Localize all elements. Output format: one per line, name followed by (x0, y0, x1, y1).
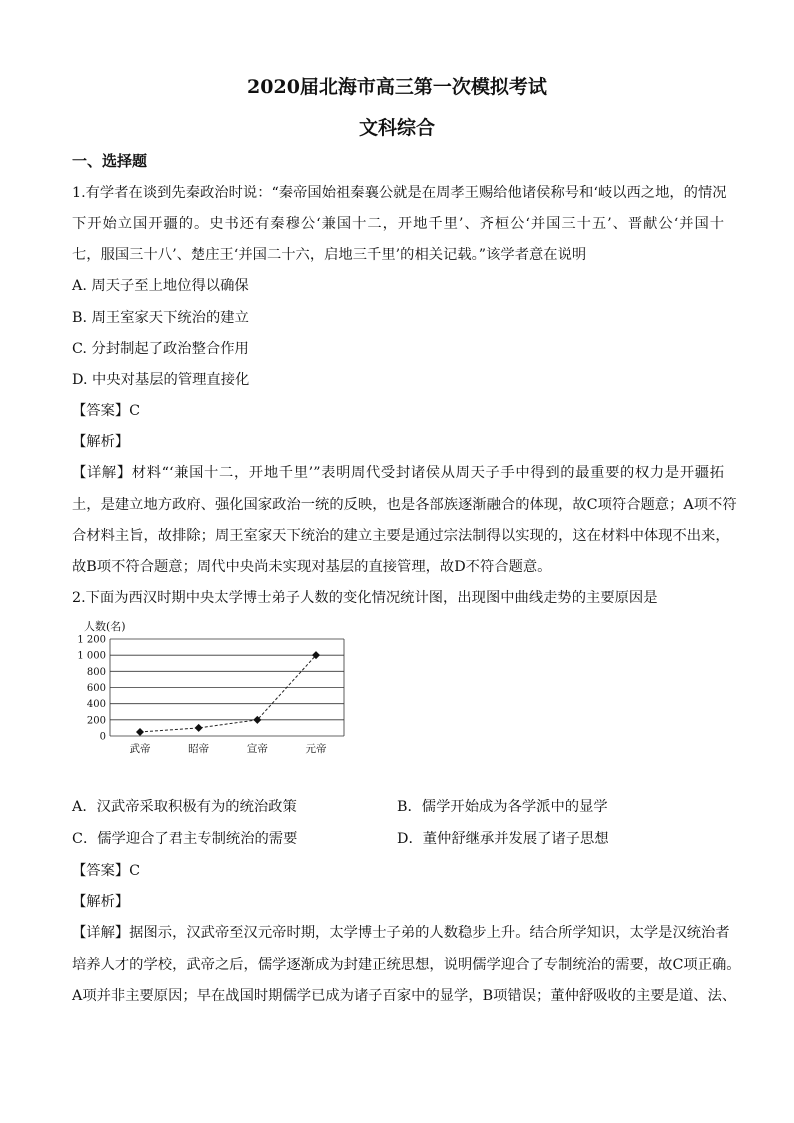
question-1-detail-line: 合材料主旨，故排除；周王室家天下统治的建立主要是通过宗法制得以实现的，这在材料中体现不出来， (72, 528, 730, 544)
chart-category-label: 昭帝 (188, 743, 210, 755)
chart-ytick-label: 800 (86, 666, 106, 678)
document-subtitle: 文科综合 (358, 117, 435, 139)
question-2-stem: 2.下面为西汉时期中央太学博士弟子人数的变化情况统计图，出现图中曲线走势的主要原因是 (72, 590, 658, 606)
question-2-detail-line: A项并非主要原因；早在战国时期儒学已成为诸子百家中的显学，B项错误；董仲舒吸收的主要是道、法、 (72, 988, 737, 1004)
chart-category-label: 武帝 (129, 743, 151, 755)
question-1-option-a: A. 周天子至上地位得以确保 (72, 278, 249, 294)
chart-data-point (195, 724, 203, 732)
question-1-detail-line: 土，是建立地方政府、强化国家政治一统的反映，也是各部族逐渐融合的体现，故C项符合题意；A项不符 (72, 497, 737, 513)
question-2-detail-line: 【详解】据图示，汉武帝至汉元帝时期，太学博士子弟的人数稳步上升。结合所学知识，太学是汉统治者 (72, 925, 730, 941)
question-2-analysis-label: 【解析】 (72, 894, 130, 910)
chart-category-label: 宣帝 (246, 743, 268, 755)
question-1-analysis-label: 【解析】 (72, 434, 130, 450)
chart-series-line (140, 655, 316, 732)
student-count-line-chart (70, 614, 370, 760)
chart-ytick-label: 600 (86, 683, 106, 694)
question-2-detail-line: 培养人才的学校，武帝之后，儒学逐渐成为封建正统思想，说明儒学迎合了专制统治的需要，故C项正确。 (72, 957, 741, 973)
question-2-option-c: C．儒学迎合了君主专制统治的需要 (72, 831, 298, 847)
chart-ytick-label: 0 (99, 731, 106, 743)
question-1-option-c: C. 分封制起了政治整合作用 (72, 341, 249, 357)
question-1-answer: 【答案】C (72, 403, 141, 419)
question-2-option-d: D．董仲舒继承并发展了诸子思想 (397, 831, 609, 847)
document-title: 2020届北海市高三第一次模拟考试 (247, 76, 547, 98)
question-2-option-a: A．汉武帝采取积极有为的统治政策 (72, 799, 297, 815)
question-1-detail-line: 故B项不符合题意；周代中央尚未实现对基层的直接管理，故D不符合题意。 (72, 559, 552, 575)
question-1-stem-line: 七，服国三十八’、楚庄王‘并国二十六，启地三千里’的相关记载。”该学者意在说明 (72, 247, 587, 263)
question-1-detail-line: 【详解】材料“‘兼国十二，开地千里’”表明周代受封诸侯从周天子手中得到的最重要的权力是开疆拓 (72, 465, 724, 481)
question-1-option-b: B. 周王室家天下统治的建立 (72, 310, 249, 326)
section-heading: 一、选择题 (72, 152, 148, 170)
question-1-stem-line: 1.有学者在谈到先秦政治时说：“秦帝国始祖秦襄公就是在周孝王赐给他诸侯称号和‘岐以西之地，的情况 (72, 185, 727, 201)
chart-data-point (136, 728, 144, 736)
question-1-option-d: D. 中央对基层的管理直接化 (72, 372, 250, 388)
chart-ylabel: 人数(名) (84, 620, 126, 633)
chart-ytick-label: 200 (86, 715, 106, 727)
chart-ytick-label: 1 000 (77, 650, 106, 662)
question-2-option-b: B．儒学开始成为各学派中的显学 (397, 799, 608, 815)
chart-category-label: 元帝 (305, 743, 327, 755)
question-1-stem-line: 下开始立国开疆的。史书还有秦穆公‘兼国十二，开地千里’、齐桓公‘并国三十五’、晋献公‘并国十 (72, 216, 724, 232)
chart-ytick-label: 1 200 (77, 634, 106, 646)
question-2-answer: 【答案】C (72, 863, 141, 879)
chart-ytick-label: 400 (86, 699, 106, 711)
